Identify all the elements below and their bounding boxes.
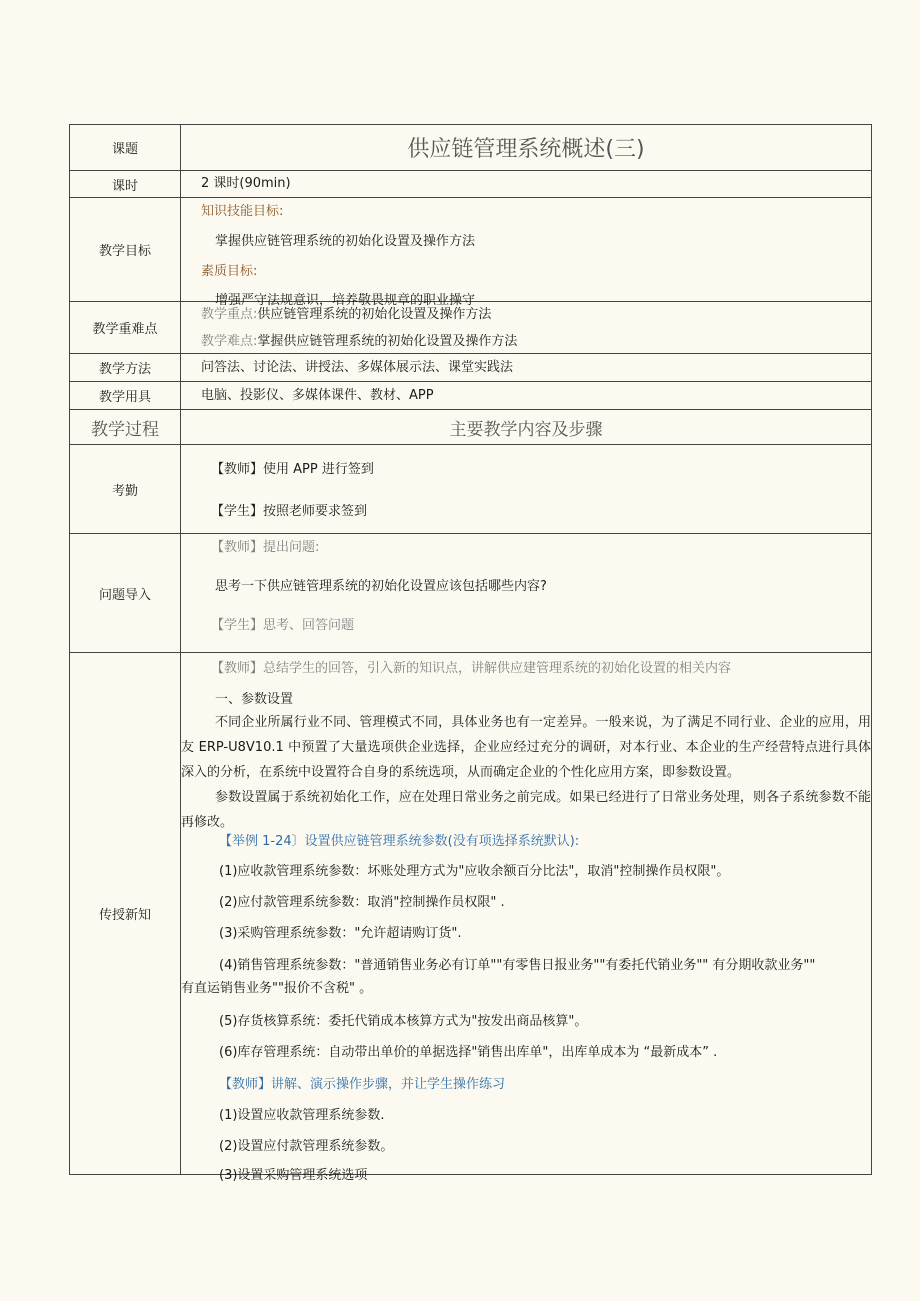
param-item-5: (5)存货核算系统：委托代销成本核算方式为"按发出商品核算"。 — [219, 1014, 588, 1029]
methods-row — [70, 354, 871, 382]
hours-label: 课时 — [70, 171, 181, 197]
example-heading: 【举例 1-24〕设置供应链管理系统参数(没有项选择系统默认): — [219, 834, 580, 849]
objectives-label: 教学目标 — [70, 198, 181, 301]
methods-cell — [181, 354, 871, 381]
process-header-left: 教学过程 — [70, 410, 181, 444]
param-item-6: (6)库存管理系统：自动带出单价的单据选择"销售出库单"，出库单成本为 “最新成本” . — [219, 1045, 718, 1060]
process-header-right: 主要教学内容及步骤 — [449, 419, 603, 440]
param-item-1: (1)应收款管理系统参数：坏账处理方式为"应收余额百分比法"，取消"控制操作员权限"。 — [219, 864, 730, 879]
paragraph-2: 参数设置属于系统初始化工作，应在处理日常业务之前完成。如果已经进行了日常业务处理，则各子系统参数不能再修改。 — [181, 790, 871, 830]
section-title: 一、参数设置 — [215, 692, 294, 707]
paragraph-1: 不同企业所属行业不同、管理模式不同，具体业务也有一定差异。一般来说，为了满足不同行业、企业的应用，用友 ERP-U8V10.1 中预置了大量选项供企业选择，企业应经过充分的调研，对本行业、本企业的生产经营特点进行具体深入的分析，在系统中设置符合自身的系统选项，从而确定企业的个性化应用方案，即参数设置。 — [181, 715, 871, 780]
intro-cell — [181, 534, 871, 652]
methods-text: 问答法、讨论法、讲授法、多媒体展示法、课堂实践法 — [201, 360, 514, 375]
teaching-label: 传授新知 — [70, 653, 181, 1174]
teacher-summary: 【教师】总结学生的回答，引入新的知识点，讲解供应建管理系统的初始化设置的相关内容 — [211, 661, 732, 676]
objectives-cell — [181, 198, 871, 308]
intro-label: 问题导入 — [70, 534, 181, 652]
topic-label: 课题 — [70, 125, 181, 170]
key-title: 教学重点: — [201, 307, 258, 322]
teacher-demo: 【教师】讲解、演示操作步骤，并让学生操作练习 — [219, 1077, 506, 1092]
param-item-4-cont: 有直运销售业务""报价不含税" 。 — [181, 981, 373, 996]
tools-cell — [181, 382, 871, 409]
methods-label: 教学方法 — [70, 354, 181, 381]
attendance-teacher: 【教师】使用 APP 进行签到 — [211, 462, 374, 477]
hours-value: 2 课时(90min) — [201, 176, 291, 191]
lesson-plan-table — [69, 124, 872, 1183]
key-points-row — [70, 302, 871, 354]
key-points-label: 教学重难点 — [70, 302, 181, 353]
param-item-4: (4)销售管理系统参数："普通销售业务必有订单""有零售日报业务""有委托代销业务"" 有分期收款业务"" — [219, 958, 816, 973]
topic-row — [70, 125, 871, 171]
hard-text: 掌握供应链管理系统的初始化设置及操作方法 — [257, 334, 518, 349]
process-header-row — [70, 410, 871, 445]
intro-teacher: 【教师】提出问题: — [211, 540, 320, 555]
hours-cell — [181, 171, 871, 197]
attendance-row — [70, 445, 871, 534]
objectives-row — [70, 198, 871, 308]
quality-title: 素质目标: — [201, 264, 258, 279]
param-item-3: (3)采购管理系统参数："允许超请购订货". — [219, 926, 462, 941]
key-text: 供应链管理系统的初始化设置及操作方法 — [257, 307, 492, 322]
topic-cell — [181, 125, 871, 170]
teaching-cell — [181, 653, 871, 1183]
attendance-student: 【学生】按照老师要求签到 — [211, 504, 368, 519]
attendance-cell — [181, 445, 871, 533]
attendance-label: 考勤 — [70, 445, 181, 533]
tools-label: 教学用具 — [70, 382, 181, 409]
process-header-cell — [181, 410, 871, 444]
intro-row — [70, 534, 871, 653]
hard-title: 教学难点: — [201, 334, 258, 349]
lesson-title: 供应链管理系统概述(三) — [407, 137, 645, 162]
knowledge-item: 掌握供应链管理系统的初始化设置及操作方法 — [215, 234, 476, 249]
knowledge-title: 知识技能目标: — [201, 204, 284, 219]
tools-text: 电脑、投影仪、多媒体课件、教材、APP — [201, 388, 434, 403]
key-point — [201, 307, 491, 323]
step-3: (3)设置采购管理系统选项 — [219, 1168, 368, 1183]
hard-point — [201, 334, 517, 350]
step-2: (2)设置应付款管理系统参数。 — [219, 1139, 394, 1154]
key-points-cell — [181, 302, 871, 353]
step-1: (1)设置应收款管理系统参数. — [219, 1108, 385, 1123]
param-item-2: (2)应付款管理系统参数：取消"控制操作员权限" . — [219, 895, 505, 910]
hours-row — [70, 171, 871, 198]
teaching-row — [70, 653, 871, 1183]
intro-student: 【学生】思考、回答问题 — [211, 618, 355, 633]
quality-item: 增强严守法规意识，培养敬畏规章的职业操守 — [215, 293, 476, 308]
tools-row — [70, 382, 871, 410]
intro-question: 思考一下供应链管理系统的初始化设置应该包括哪些内容? — [215, 579, 547, 594]
